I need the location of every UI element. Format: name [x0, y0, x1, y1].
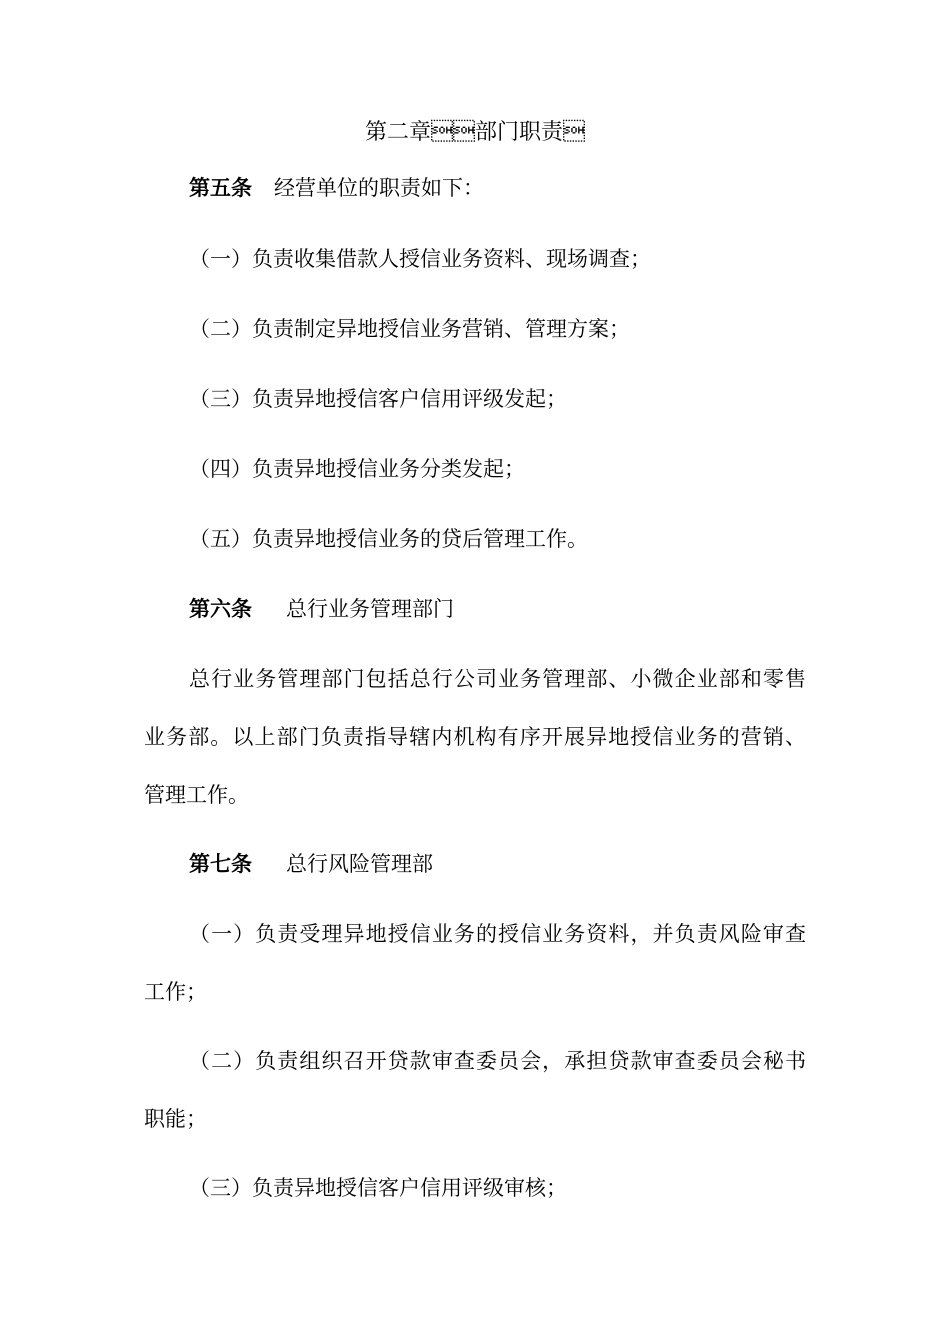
article-6-para-text-2: 业务部。以上部门负责指导辖内机构有序开展异地授信业务的营销、: [144, 725, 806, 749]
article-7-label: 第七条: [189, 852, 252, 876]
article-5-text: 经营单位的职责如下：: [274, 176, 484, 200]
article-7-item-2-text-1: （二）负责组织召开贷款审查委员会，承担贷款审查委员会秘书: [189, 1049, 806, 1073]
article-7-item-1-text-1: （一）负责受理异地授信业务的授信业务资料，并负责风险审查: [189, 922, 806, 946]
article-6-para-line-2: [144, 722, 806, 752]
article-5-item-5: （五）负责异地授信业务的贷后管理工作。: [189, 527, 588, 551]
article-6-para-line-3: 管理工作。: [144, 783, 249, 807]
article-5-item-4: （四）负责异地授信业务分类发起；: [189, 457, 525, 481]
article-5-item-1: （一）负责收集借款人授信业务资料、现场调查；: [189, 247, 651, 271]
article-5-item-2: （二）负责制定异地授信业务营销、管理方案；: [189, 317, 630, 341]
article-7-item-3: （三）负责异地授信客户信用评级审核；: [189, 1176, 567, 1200]
article-6-text: 总行业务管理部门: [286, 597, 454, 621]
chapter-title: 第二章部门职责: [364, 120, 585, 145]
article-5-item-3: （三）负责异地授信客户信用评级发起；: [189, 387, 567, 411]
article-7-item-1-line-2: 工作；: [144, 980, 207, 1004]
article-6-para-line-1: [189, 664, 806, 694]
article-5-heading: [189, 173, 484, 203]
article-7-text: 总行风险管理部: [286, 852, 433, 876]
article-6-para-text-1: 总行业务管理部门包括总行公司业务管理部、小微企业部和零售: [189, 667, 806, 691]
article-7-item-1-line-1: [189, 919, 806, 949]
article-7-heading: [189, 849, 433, 879]
article-7-item-2-line-1: [189, 1046, 806, 1076]
article-6-label: 第六条: [189, 597, 252, 621]
article-5-label: 第五条: [189, 176, 252, 200]
article-6-heading: [189, 594, 454, 624]
article-7-item-2-line-2: 职能；: [144, 1107, 207, 1131]
